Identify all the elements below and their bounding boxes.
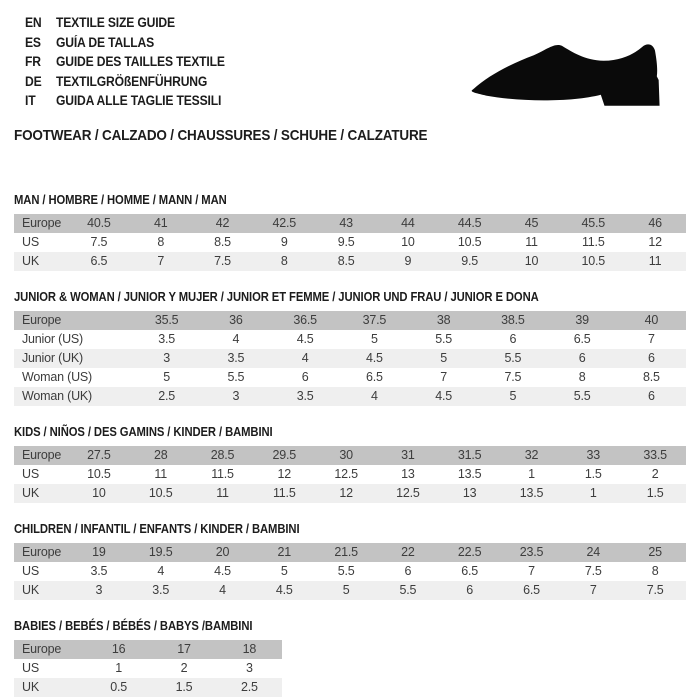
- table-row: [14, 349, 686, 368]
- size-cell: 33.5: [624, 446, 686, 465]
- row-label-cell: US: [22, 235, 39, 249]
- size-cell: 40: [617, 311, 686, 330]
- language-label-text: GUIDE DES TAILLES TEXTILE: [56, 54, 225, 69]
- size-cell: 17: [151, 640, 216, 659]
- table-row: [14, 311, 686, 330]
- size-cell: 2.5: [217, 678, 282, 697]
- size-cell: 7: [130, 252, 192, 271]
- row-label-cell: US: [22, 661, 39, 675]
- size-cell: 7: [528, 564, 535, 578]
- size-cell: 7.5: [192, 252, 254, 271]
- language-code: [14, 93, 56, 108]
- size-cell: 38.5: [478, 311, 547, 330]
- size-cell: 3: [68, 581, 130, 600]
- size-cell: 13.5: [457, 467, 482, 481]
- language-label: [56, 74, 224, 89]
- size-cell: 9.5: [439, 252, 501, 271]
- language-code-text: IT: [25, 93, 36, 108]
- size-section-man: [14, 194, 686, 271]
- size-cell: 8.5: [214, 235, 231, 249]
- size-cell: 6: [548, 349, 617, 368]
- size-section-babies: [14, 620, 686, 697]
- size-cell: 36: [201, 311, 270, 330]
- size-cell: 6: [509, 332, 517, 346]
- size-cell: 3: [132, 349, 201, 368]
- size-cell: 42.5: [253, 214, 315, 233]
- size-cell: 8.5: [315, 252, 377, 271]
- language-title-list: [14, 15, 686, 113]
- row-label-cell: UK: [14, 581, 68, 600]
- size-table-junior-woman: [14, 311, 686, 406]
- size-cell: 6: [404, 564, 412, 578]
- size-cell: 5.5: [548, 387, 617, 406]
- size-table-kids: [14, 446, 686, 503]
- size-cell: 4: [271, 349, 340, 368]
- size-cell: 7.5: [624, 581, 686, 600]
- size-section-kids: [14, 426, 686, 503]
- language-label: [56, 15, 188, 30]
- size-cell: 9: [280, 235, 288, 249]
- size-cell: 12.5: [377, 484, 439, 503]
- size-cell: 7: [562, 581, 624, 600]
- language-label-text: TEXTILE SIZE GUIDE: [56, 15, 175, 30]
- table-row: [14, 387, 686, 406]
- language-row-de: [14, 74, 686, 94]
- language-code-text: ES: [25, 34, 41, 50]
- size-cell: 6: [617, 349, 686, 368]
- size-cell: 8: [651, 564, 659, 578]
- size-table-babies: [14, 640, 282, 697]
- table-row: [14, 581, 686, 600]
- size-cell: 5: [280, 564, 288, 578]
- size-cell: 39: [548, 311, 617, 330]
- section-title-text: KIDS / NIÑOS / DES GAMINS / KINDER / BAMBINI: [14, 424, 273, 439]
- section-title-text: BABIES / BEBÉS / BÉBÉS / BABYS /BAMBINI: [14, 618, 253, 633]
- size-cell: 33: [562, 446, 624, 465]
- size-table-man: [14, 214, 686, 271]
- size-cell: 44: [377, 214, 439, 233]
- size-cell: 5.5: [227, 370, 245, 384]
- size-cell: 4: [157, 564, 165, 578]
- size-cell: 10.5: [87, 467, 111, 481]
- size-cell: 10: [68, 484, 130, 503]
- size-cell: 22.5: [439, 543, 501, 562]
- size-cell: 4.5: [253, 581, 315, 600]
- category-heading: [14, 128, 686, 144]
- size-section-children: [14, 523, 686, 600]
- size-cell: 6: [439, 581, 501, 600]
- size-cell: 7.5: [90, 235, 108, 249]
- size-cell: 37.5: [340, 311, 409, 330]
- size-cell: 1: [115, 661, 123, 675]
- section-title-text: CHILDREN / INFANTIL / ENFANTS / KINDER / BAMBINI: [14, 521, 300, 536]
- size-cell: 11.5: [211, 467, 234, 481]
- size-cell: 4: [340, 387, 409, 406]
- size-cell: 6.5: [573, 332, 591, 346]
- language-label-text: TEXTILGRÖßENFÜHRUNG: [56, 73, 208, 89]
- size-cell: 43: [315, 214, 377, 233]
- size-cell: 8.5: [642, 370, 660, 384]
- size-cell: 6.5: [501, 581, 563, 600]
- size-cell: 22: [377, 543, 439, 562]
- language-row-it: [14, 93, 686, 113]
- size-cell: 13: [401, 467, 415, 481]
- row-label-cell: Woman (US): [22, 370, 93, 384]
- language-code: [14, 74, 56, 89]
- size-cell: 3.5: [90, 564, 108, 578]
- size-cell: 30: [315, 446, 377, 465]
- size-cell: 12: [277, 467, 292, 481]
- size-cell: 5.5: [337, 564, 355, 578]
- size-cell: 5: [315, 581, 377, 600]
- size-cell: 44.5: [439, 214, 501, 233]
- size-cell: 28.5: [192, 446, 254, 465]
- size-cell: 4.5: [409, 387, 478, 406]
- size-cell: 10.5: [457, 235, 482, 249]
- section-title: [14, 291, 686, 304]
- size-cell: 3: [245, 661, 253, 675]
- size-cell: 4.5: [296, 332, 314, 346]
- language-code: [14, 35, 56, 50]
- category-heading-text: FOOTWEAR / CALZADO / CHAUSSURES / SCHUHE / CALZATURE: [14, 126, 428, 144]
- size-cell: 6: [617, 387, 686, 406]
- size-cell: 10.5: [130, 484, 192, 503]
- size-cell: 11: [624, 252, 686, 271]
- size-cell: 19: [68, 543, 130, 562]
- size-cell: 38: [409, 311, 478, 330]
- size-cell: 5: [163, 370, 170, 384]
- size-cell: 5: [409, 349, 478, 368]
- size-cell: 6.5: [461, 564, 479, 578]
- size-cell: 13.5: [501, 484, 563, 503]
- size-cell: 1: [562, 484, 624, 503]
- row-label-cell: Europe: [14, 311, 132, 330]
- row-label-cell: UK: [14, 252, 68, 271]
- size-tables: [14, 194, 686, 697]
- row-label-cell: US: [22, 467, 39, 481]
- size-cell: 5: [478, 387, 547, 406]
- row-label-cell: UK: [14, 678, 86, 697]
- size-cell: 7.5: [504, 370, 522, 384]
- section-title: [14, 194, 686, 207]
- table-row: [14, 659, 282, 678]
- row-label-cell: Junior (US): [22, 332, 84, 346]
- size-cell: 13: [439, 484, 501, 503]
- size-cell: 3.5: [130, 581, 192, 600]
- language-code-text: DE: [25, 73, 42, 89]
- size-cell: 21: [253, 543, 315, 562]
- size-cell: 27.5: [68, 446, 130, 465]
- size-cell: 5.5: [478, 349, 547, 368]
- row-label-cell: Woman (UK): [14, 387, 132, 406]
- size-cell: 10: [501, 252, 563, 271]
- size-cell: 21.5: [315, 543, 377, 562]
- table-row: [14, 678, 282, 697]
- size-cell: 11.5: [581, 235, 605, 249]
- size-cell: 12: [315, 484, 377, 503]
- size-cell: 2: [180, 661, 188, 675]
- table-row: [14, 543, 686, 562]
- size-cell: 9.5: [337, 235, 355, 249]
- size-cell: 32: [501, 446, 563, 465]
- size-cell: 24: [562, 543, 624, 562]
- size-cell: 45: [501, 214, 563, 233]
- size-cell: 2: [651, 467, 659, 481]
- size-cell: 11: [525, 235, 538, 249]
- language-code: [14, 15, 56, 30]
- language-code-text: FR: [25, 54, 41, 69]
- size-cell: 16: [86, 640, 151, 659]
- size-cell: 10.5: [562, 252, 624, 271]
- size-cell: 11.5: [253, 484, 315, 503]
- size-cell: 7.5: [584, 564, 602, 578]
- size-cell: 7: [440, 370, 447, 384]
- size-cell: 5: [370, 332, 378, 346]
- size-cell: 9: [377, 252, 439, 271]
- size-cell: 2.5: [132, 387, 201, 406]
- size-cell: 8: [253, 252, 315, 271]
- size-section-junior-woman: [14, 291, 686, 406]
- row-label-cell: Junior (UK): [14, 349, 132, 368]
- size-cell: 10: [401, 235, 415, 249]
- size-cell: 4.5: [214, 564, 231, 578]
- size-cell: 5.5: [435, 332, 453, 346]
- language-code: [14, 54, 56, 69]
- language-label: [56, 93, 240, 108]
- section-title-text: JUNIOR & WOMAN / JUNIOR Y MUJER / JUNIOR ET FEMME / JUNIOR UND FRAU / JUNIOR E DONA: [14, 289, 539, 304]
- size-cell: 0.5: [86, 678, 151, 697]
- table-row: [14, 562, 686, 581]
- size-cell: 20: [192, 543, 254, 562]
- size-cell: 4: [232, 332, 240, 346]
- section-title-text: MAN / HOMBRE / HOMME / MANN / MAN: [14, 192, 227, 207]
- language-label-text: GUIDA ALLE TAGLIE TESSILI: [56, 93, 222, 108]
- size-cell: 8: [578, 370, 586, 384]
- size-cell: 6: [301, 370, 309, 384]
- size-cell: 7: [647, 332, 655, 346]
- language-label: [56, 35, 165, 50]
- table-row: [14, 484, 686, 503]
- table-row: [14, 368, 686, 387]
- size-cell: 4.5: [340, 349, 409, 368]
- size-cell: 45.5: [562, 214, 624, 233]
- row-label-cell: US: [22, 564, 39, 578]
- table-row: [14, 252, 686, 271]
- section-title: [14, 523, 686, 536]
- language-row-en: [14, 15, 686, 35]
- size-cell: 28: [130, 446, 192, 465]
- size-cell: 12: [648, 235, 662, 249]
- size-cell: 3.5: [158, 332, 176, 346]
- size-cell: 3: [201, 387, 270, 406]
- table-row: [14, 214, 686, 233]
- section-title: [14, 620, 686, 633]
- table-row: [14, 465, 686, 484]
- table-row: [14, 640, 282, 659]
- section-title: [14, 426, 686, 439]
- size-cell: 18: [217, 640, 282, 659]
- language-label-text: GUÍA DE TALLAS: [56, 34, 155, 50]
- size-cell: 31: [377, 446, 439, 465]
- size-cell: 11: [192, 484, 254, 503]
- row-label-cell: Europe: [14, 543, 68, 562]
- language-row-es: [14, 35, 686, 55]
- size-cell: 25: [624, 543, 686, 562]
- size-cell: 4: [192, 581, 254, 600]
- row-label-cell: Europe: [14, 214, 68, 233]
- size-cell: 42: [192, 214, 254, 233]
- size-cell: 3.5: [201, 349, 270, 368]
- size-cell: 1.5: [624, 484, 686, 503]
- language-row-fr: [14, 54, 686, 74]
- size-cell: 8: [157, 235, 165, 249]
- row-label-cell: Europe: [14, 640, 86, 659]
- size-cell: 12.5: [334, 467, 358, 481]
- size-cell: 11: [154, 467, 167, 481]
- size-cell: 41: [130, 214, 192, 233]
- size-cell: 31.5: [439, 446, 501, 465]
- table-row: [14, 446, 686, 465]
- size-cell: 1: [528, 467, 535, 481]
- table-row: [14, 233, 686, 252]
- language-code-text: EN: [25, 15, 42, 30]
- table-row: [14, 330, 686, 349]
- size-cell: 6.5: [365, 370, 383, 384]
- size-cell: 1.5: [151, 678, 216, 697]
- size-cell: 23.5: [501, 543, 563, 562]
- size-cell: 5.5: [377, 581, 439, 600]
- row-label-cell: UK: [14, 484, 68, 503]
- size-cell: 36.5: [271, 311, 340, 330]
- size-cell: 19.5: [130, 543, 192, 562]
- size-cell: 46: [624, 214, 686, 233]
- size-cell: 35.5: [132, 311, 201, 330]
- language-label: [56, 54, 244, 69]
- size-cell: 6.5: [68, 252, 130, 271]
- size-cell: 29.5: [253, 446, 315, 465]
- size-cell: 3.5: [271, 387, 340, 406]
- size-table-children: [14, 543, 686, 600]
- size-cell: 1.5: [584, 467, 602, 481]
- row-label-cell: Europe: [14, 446, 68, 465]
- size-cell: 40.5: [68, 214, 130, 233]
